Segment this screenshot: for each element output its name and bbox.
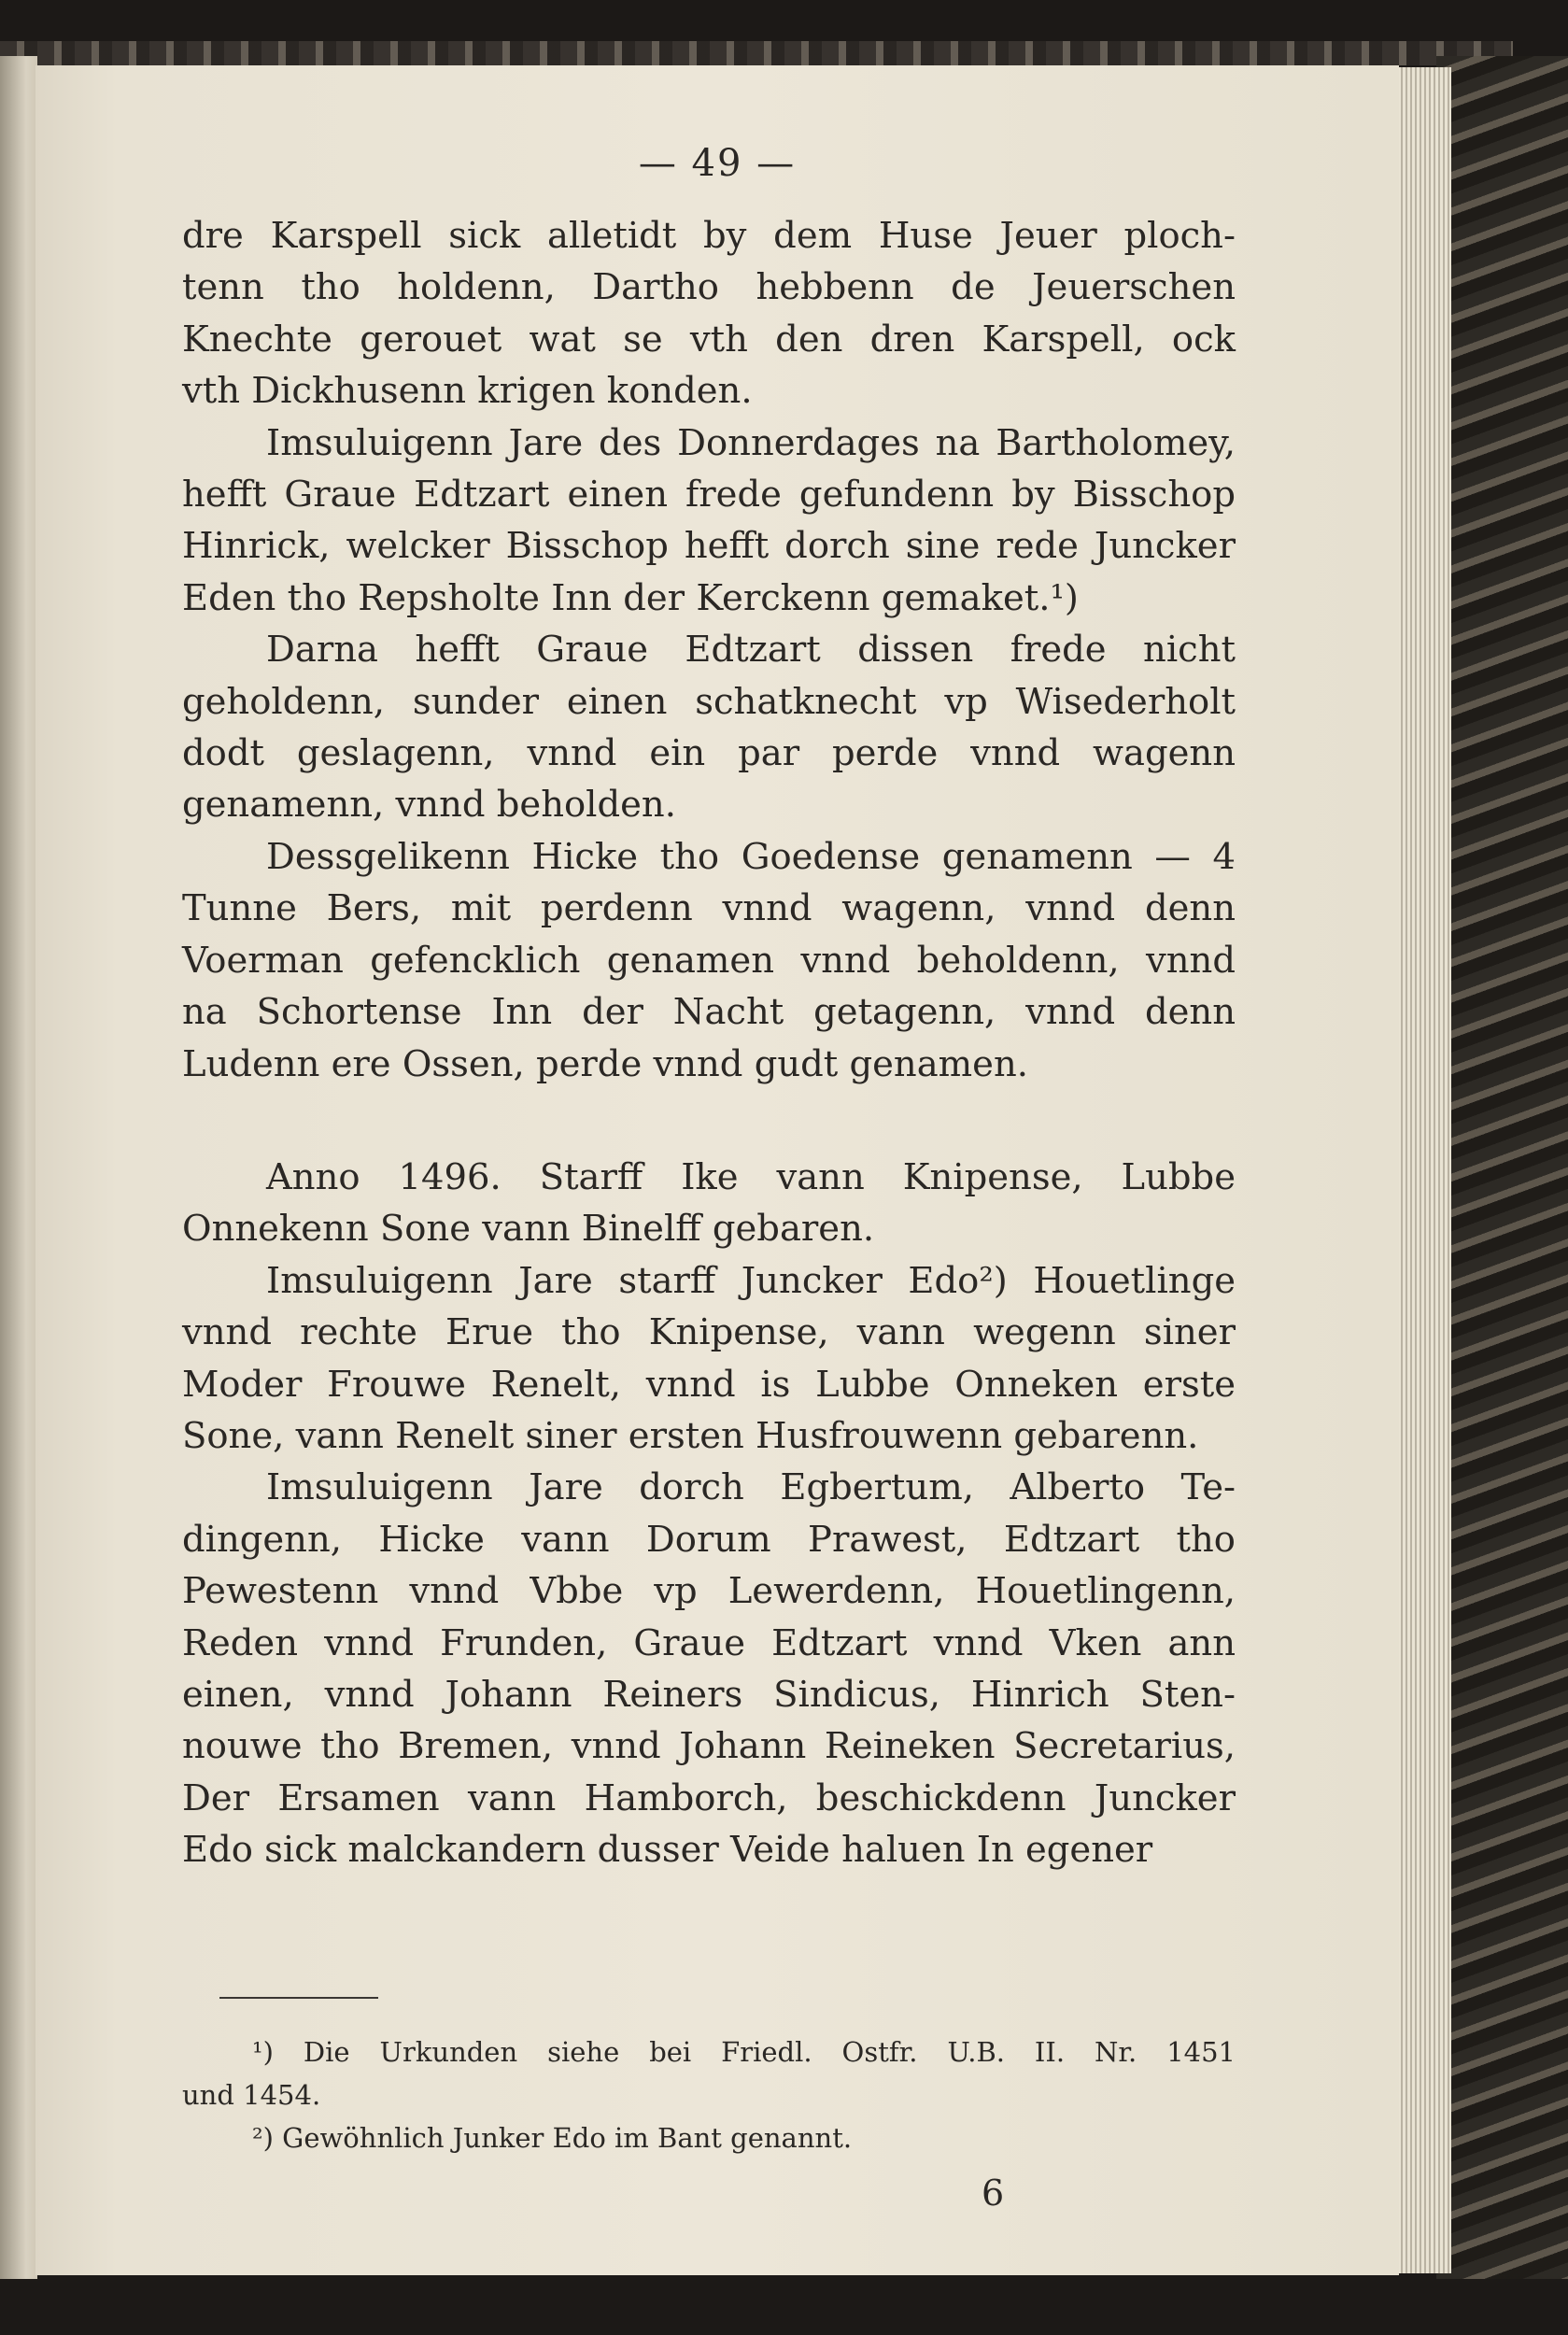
footnote — [182, 2116, 1236, 2159]
footnote-line: und 1454. — [182, 2079, 321, 2111]
book-page — [35, 65, 1399, 2275]
signature-mark: 6 — [982, 2172, 1005, 2214]
text-line: Anno 1496. Starff Ike vann Knipense, Lubbe — [266, 1155, 1236, 1198]
paragraph — [182, 1152, 1236, 1255]
text-line: Imsuluigenn Jare starff Juncker Edo²) Houetlinge — [266, 1259, 1236, 1302]
text-line: Darna hefft Graue Edtzart dissen frede nicht — [266, 629, 1236, 672]
text-line: na Schortense Inn der Nacht getagenn, vnnd denn — [182, 991, 1236, 1034]
page-number-header: — 49 — — [638, 142, 797, 185]
text-line: Imsuluigenn Jare dorch Egbertum, Alberto Te- — [266, 1466, 1236, 1509]
book-top-edge — [0, 41, 1513, 65]
marbled-cover — [1436, 56, 1568, 2279]
text-line: genamenn, vnnd beholden. — [182, 784, 676, 827]
text-line: hefft Graue Edtzart einen frede gefundenn by Bisschop — [182, 474, 1236, 517]
text-line: Edo sick malckandern dusser Veide haluen In egener — [182, 1829, 1153, 1872]
text-line: Sone, vann Renelt siner ersten Husfrouwenn gebarenn. — [182, 1414, 1199, 1457]
text-line: Eden tho Repsholte Inn der Kerckenn gemaket.¹) — [182, 576, 1079, 619]
paragraph — [182, 417, 1236, 625]
text-line: Reden vnnd Frunden, Graue Edtzart vnnd Vken ann — [182, 1621, 1236, 1664]
facing-page-edge — [0, 56, 37, 2279]
page-stack-edges — [1393, 67, 1451, 2273]
text-line: Moder Frouwe Renelt, vnnd is Lubbe Onneken erste — [182, 1363, 1236, 1406]
footnote — [182, 2031, 1236, 2116]
text-line: dre Karspell sick alletidt by dem Huse Jeuer ploch- — [182, 215, 1236, 257]
paragraph — [182, 831, 1236, 1090]
text-line: dodt geslagenn, vnnd ein par perde vnnd wagenn — [182, 732, 1236, 775]
text-line: vth Dickhusenn krigen konden. — [182, 370, 753, 413]
footnote-line: ²) Gewöhnlich Junker Edo im Bant genannt. — [252, 2122, 853, 2154]
text-line: Dessgelikenn Hicke tho Goedense genamenn — 4 — [266, 835, 1236, 878]
text-line: Onnekenn Sone vann Binelff gebaren. — [182, 1208, 875, 1251]
text-line: Ludenn ere Ossen, perde vnnd gudt genamen. — [182, 1042, 1028, 1085]
section-gap — [182, 1090, 1236, 1152]
text-line: nouwe tho Bremen, vnnd Johann Reineken Secretarius, — [182, 1725, 1236, 1768]
paragraph — [182, 624, 1236, 831]
text-line: geholdenn, sunder einen schatknecht vp Wisederholt — [182, 680, 1236, 723]
paragraph — [182, 210, 1236, 417]
text-line: einen, vnnd Johann Reiners Sindicus, Hinrich Sten- — [182, 1673, 1236, 1716]
text-line: Hinrick, welcker Bisschop hefft dorch sine rede Juncker — [182, 525, 1236, 568]
footnote-separator — [219, 1997, 378, 1999]
text-line: vnnd rechte Erue tho Knipense, vann wegenn siner — [182, 1311, 1236, 1354]
text-line: dingenn, Hicke vann Dorum Prawest, Edtzart tho — [182, 1518, 1236, 1561]
text-line: Knechte gerouet wat se vth den dren Karspell, ock — [182, 318, 1236, 361]
text-line: Imsuluigenn Jare des Donnerdages na Bartholomey, — [266, 421, 1236, 464]
text-line: tenn tho holdenn, Dartho hebbenn de Jeuerschen — [182, 266, 1236, 309]
paragraph — [182, 1255, 1236, 1463]
footnote-line: ¹) Die Urkunden siehe bei Friedl. Ostfr. U.B. II. Nr. 1451 — [252, 2036, 1236, 2068]
text-line: Der Ersamen vann Hamborch, beschickdenn Juncker — [182, 1776, 1236, 1819]
main-text — [182, 210, 1236, 1876]
text-line: Tunne Bers, mit perdenn vnnd wagenn, vnnd denn — [182, 887, 1236, 930]
paragraph — [182, 1462, 1236, 1875]
text-line: Pewestenn vnnd Vbbe vp Lewerdenn, Houetlingenn, — [182, 1570, 1236, 1613]
footnotes — [182, 2031, 1236, 2159]
text-line: Voerman gefencklich genamen vnnd beholdenn, vnnd — [182, 939, 1236, 982]
